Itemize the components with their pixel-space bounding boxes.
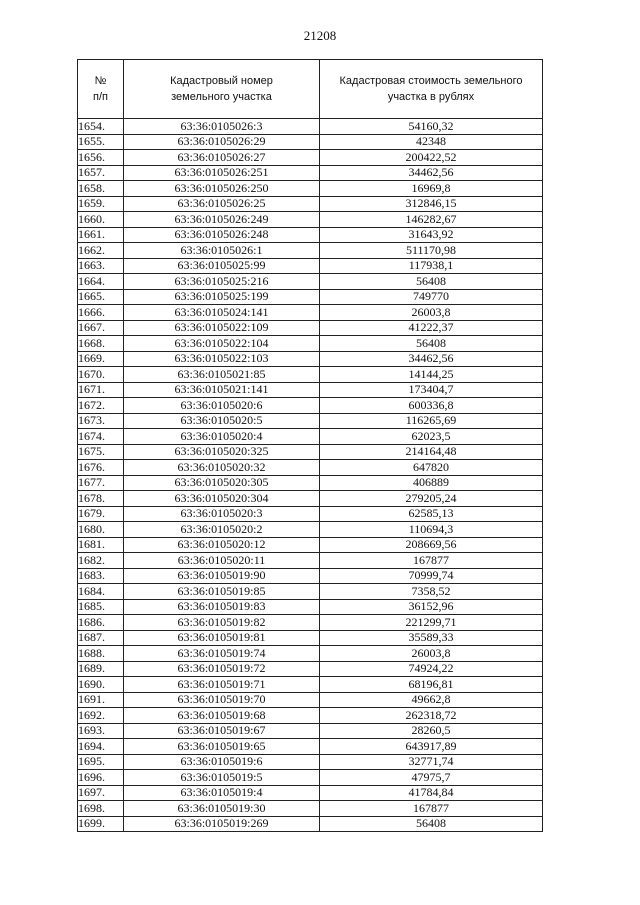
row-number: 1665.	[78, 289, 124, 305]
cadastral-cost: 167877	[320, 553, 543, 569]
table-row	[78, 119, 543, 135]
table-row	[78, 212, 543, 228]
row-number: 1689.	[78, 661, 124, 677]
cadastral-cost: 31643,92	[320, 227, 543, 243]
cadastral-cost: 41222,37	[320, 320, 543, 336]
cadastral-number: 63:36:0105020:32	[124, 460, 320, 476]
table-row	[78, 305, 543, 321]
table-row	[78, 630, 543, 646]
cadastral-cost: 647820	[320, 460, 543, 476]
cadastral-number: 63:36:0105020:325	[124, 444, 320, 460]
cadastral-cost: 7358,52	[320, 584, 543, 600]
row-number: 1688.	[78, 646, 124, 662]
cadastral-number: 63:36:0105021:85	[124, 367, 320, 383]
cadastral-number: 63:36:0105019:70	[124, 692, 320, 708]
table-row	[78, 723, 543, 739]
cadastral-cost: 56408	[320, 274, 543, 290]
cadastral-cost: 32771,74	[320, 754, 543, 770]
cadastral-cost: 62023,5	[320, 429, 543, 445]
cadastral-number: 63:36:0105024:141	[124, 305, 320, 321]
row-number: 1692.	[78, 708, 124, 724]
table-body	[78, 119, 543, 832]
row-number: 1661.	[78, 227, 124, 243]
cadastral-cost: 600336,8	[320, 398, 543, 414]
table-row	[78, 522, 543, 538]
cadastral-cost: 221299,71	[320, 615, 543, 631]
cadastral-number: 63:36:0105026:1	[124, 243, 320, 259]
row-number: 1656.	[78, 150, 124, 166]
table-row	[78, 289, 543, 305]
row-number: 1662.	[78, 243, 124, 259]
row-number: 1658.	[78, 181, 124, 197]
cadastral-number: 63:36:0105026:251	[124, 165, 320, 181]
table-row	[78, 429, 543, 445]
cadastral-number: 63:36:0105022:109	[124, 320, 320, 336]
cadastral-number: 63:36:0105026:29	[124, 134, 320, 150]
row-number: 1682.	[78, 553, 124, 569]
table-row	[78, 646, 543, 662]
cadastral-number: 63:36:0105022:104	[124, 336, 320, 352]
table-row	[78, 336, 543, 352]
cadastral-number: 63:36:0105021:141	[124, 382, 320, 398]
row-number: 1669.	[78, 351, 124, 367]
table-row	[78, 274, 543, 290]
header-cadastral-line-2: земельного участка	[171, 91, 272, 103]
table-row	[78, 785, 543, 801]
cadastral-cost: 70999,74	[320, 568, 543, 584]
row-number: 1691.	[78, 692, 124, 708]
cadastral-number: 63:36:0105026:249	[124, 212, 320, 228]
cadastral-cost: 200422,52	[320, 150, 543, 166]
cadastral-cost: 28260,5	[320, 723, 543, 739]
table-row	[78, 320, 543, 336]
cadastral-cost: 262318,72	[320, 708, 543, 724]
cadastral-number: 63:36:0105025:216	[124, 274, 320, 290]
table-row	[78, 615, 543, 631]
row-number: 1675.	[78, 444, 124, 460]
cadastral-number: 63:36:0105019:6	[124, 754, 320, 770]
table-row	[78, 413, 543, 429]
cadastral-number: 63:36:0105020:305	[124, 475, 320, 491]
row-number: 1697.	[78, 785, 124, 801]
row-number: 1668.	[78, 336, 124, 352]
table-row	[78, 351, 543, 367]
header-number-abbrev: п/п	[93, 91, 108, 103]
cadastral-cost: 208669,56	[320, 537, 543, 553]
row-number: 1654.	[78, 119, 124, 135]
table-row	[78, 491, 543, 507]
cadastral-number: 63:36:0105019:82	[124, 615, 320, 631]
table-row	[78, 398, 543, 414]
cadastral-cost: 47975,7	[320, 770, 543, 786]
row-number: 1657.	[78, 165, 124, 181]
table-row	[78, 692, 543, 708]
cadastral-cost: 110694,3	[320, 522, 543, 538]
table-row	[78, 708, 543, 724]
cadastral-cost: 49662,8	[320, 692, 543, 708]
cadastral-number: 63:36:0105019:65	[124, 739, 320, 755]
cadastral-cost: 312846,15	[320, 196, 543, 212]
cadastral-cost: 146282,67	[320, 212, 543, 228]
row-number: 1684.	[78, 584, 124, 600]
cadastral-cost: 36152,96	[320, 599, 543, 615]
table-row	[78, 553, 543, 569]
cadastral-number: 63:36:0105020:6	[124, 398, 320, 414]
row-number: 1690.	[78, 677, 124, 693]
cadastral-number: 63:36:0105020:12	[124, 537, 320, 553]
cadastral-number: 63:36:0105026:25	[124, 196, 320, 212]
header-cadastral-line-1: Кадастровый номер	[170, 75, 273, 87]
header-row-number	[78, 60, 124, 119]
cadastral-cost: 14144,25	[320, 367, 543, 383]
table-row	[78, 181, 543, 197]
row-number: 1680.	[78, 522, 124, 538]
cadastral-number: 63:36:0105022:103	[124, 351, 320, 367]
cadastral-cost: 41784,84	[320, 785, 543, 801]
cadastral-number: 63:36:0105019:81	[124, 630, 320, 646]
table-row	[78, 770, 543, 786]
cadastral-cost: 749770	[320, 289, 543, 305]
table-row	[78, 661, 543, 677]
row-number: 1673.	[78, 413, 124, 429]
row-number: 1681.	[78, 537, 124, 553]
table-row	[78, 599, 543, 615]
row-number: 1685.	[78, 599, 124, 615]
row-number: 1655.	[78, 134, 124, 150]
table-row	[78, 739, 543, 755]
table-row	[78, 444, 543, 460]
cadastral-cost: 173404,7	[320, 382, 543, 398]
row-number: 1687.	[78, 630, 124, 646]
cadastral-cost: 42348	[320, 134, 543, 150]
cadastral-number: 63:36:0105019:67	[124, 723, 320, 739]
row-number: 1666.	[78, 305, 124, 321]
cadastral-cost: 68196,81	[320, 677, 543, 693]
header-cost-line-1: Кадастровая стоимость земельного	[339, 75, 523, 87]
cadastral-cost: 26003,8	[320, 646, 543, 662]
cadastral-cost: 56408	[320, 816, 543, 832]
row-number: 1698.	[78, 801, 124, 817]
cadastral-cost: 116265,69	[320, 413, 543, 429]
row-number: 1695.	[78, 754, 124, 770]
cadastral-number: 63:36:0105026:250	[124, 181, 320, 197]
cadastral-cost: 406889	[320, 475, 543, 491]
row-number: 1664.	[78, 274, 124, 290]
cadastral-number: 63:36:0105019:74	[124, 646, 320, 662]
cadastral-number: 63:36:0105020:5	[124, 413, 320, 429]
cadastral-cost: 74924,22	[320, 661, 543, 677]
cadastral-number: 63:36:0105019:71	[124, 677, 320, 693]
cadastral-number: 63:36:0105020:3	[124, 506, 320, 522]
table-row	[78, 196, 543, 212]
row-number: 1693.	[78, 723, 124, 739]
cadastral-number: 63:36:0105020:4	[124, 429, 320, 445]
cadastral-number: 63:36:0105026:3	[124, 119, 320, 135]
table-row	[78, 677, 543, 693]
cadastral-number: 63:36:0105025:199	[124, 289, 320, 305]
cadastral-number: 63:36:0105025:99	[124, 258, 320, 274]
cadastral-cost: 117938,1	[320, 258, 543, 274]
table-row	[78, 801, 543, 817]
cadastral-number: 63:36:0105019:83	[124, 599, 320, 615]
cadastral-number: 63:36:0105019:4	[124, 785, 320, 801]
cadastral-cost: 214164,48	[320, 444, 543, 460]
cadastral-cost: 54160,32	[320, 119, 543, 135]
row-number: 1660.	[78, 212, 124, 228]
header-cost-line-2: участка в рублях	[387, 91, 475, 103]
cadastral-cost: 279205,24	[320, 491, 543, 507]
table-row	[78, 243, 543, 259]
cadastral-number: 63:36:0105019:90	[124, 568, 320, 584]
cadastral-cost: 167877	[320, 801, 543, 817]
table-row	[78, 150, 543, 166]
row-number: 1672.	[78, 398, 124, 414]
table-row	[78, 506, 543, 522]
row-number: 1679.	[78, 506, 124, 522]
cadastral-number: 63:36:0105019:85	[124, 584, 320, 600]
row-number: 1667.	[78, 320, 124, 336]
cadastral-number: 63:36:0105019:72	[124, 661, 320, 677]
table-row	[78, 568, 543, 584]
cadastral-value-table	[77, 59, 543, 832]
cadastral-number: 63:36:0105019:5	[124, 770, 320, 786]
table-row	[78, 165, 543, 181]
table-row	[78, 367, 543, 383]
row-number: 1670.	[78, 367, 124, 383]
row-number: 1663.	[78, 258, 124, 274]
row-number: 1683.	[78, 568, 124, 584]
cadastral-number: 63:36:0105020:2	[124, 522, 320, 538]
table-row	[78, 584, 543, 600]
row-number: 1671.	[78, 382, 124, 398]
cadastral-cost: 56408	[320, 336, 543, 352]
table-row	[78, 460, 543, 476]
header-row	[78, 60, 543, 119]
row-number: 1676.	[78, 460, 124, 476]
cadastral-number: 63:36:0105026:248	[124, 227, 320, 243]
row-number: 1678.	[78, 491, 124, 507]
cadastral-cost: 34462,56	[320, 351, 543, 367]
cadastral-number: 63:36:0105019:269	[124, 816, 320, 832]
row-number: 1699.	[78, 816, 124, 832]
header-cadastral-cost	[320, 60, 543, 119]
cadastral-cost: 511170,98	[320, 243, 543, 259]
cadastral-number: 63:36:0105020:11	[124, 553, 320, 569]
cadastral-number: 63:36:0105019:68	[124, 708, 320, 724]
header-cadastral-number	[124, 60, 320, 119]
table-row	[78, 475, 543, 491]
table-row	[78, 258, 543, 274]
row-number: 1677.	[78, 475, 124, 491]
table-row	[78, 537, 543, 553]
table-row	[78, 816, 543, 832]
table-row	[78, 754, 543, 770]
cadastral-cost: 26003,8	[320, 305, 543, 321]
row-number: 1694.	[78, 739, 124, 755]
row-number: 1674.	[78, 429, 124, 445]
cadastral-cost: 62585,13	[320, 506, 543, 522]
cadastral-cost: 643917,89	[320, 739, 543, 755]
cadastral-number: 63:36:0105019:30	[124, 801, 320, 817]
cadastral-cost: 35589,33	[320, 630, 543, 646]
cadastral-cost: 16969,8	[320, 181, 543, 197]
table-row	[78, 227, 543, 243]
header-number-sign: №	[94, 75, 107, 87]
cadastral-number: 63:36:0105020:304	[124, 491, 320, 507]
table-header	[78, 60, 543, 119]
cadastral-number: 63:36:0105026:27	[124, 150, 320, 166]
row-number: 1686.	[78, 615, 124, 631]
table-row	[78, 382, 543, 398]
page-number: 21208	[303, 28, 337, 43]
row-number: 1696.	[78, 770, 124, 786]
row-number: 1659.	[78, 196, 124, 212]
cadastral-cost: 34462,56	[320, 165, 543, 181]
table-row	[78, 134, 543, 150]
